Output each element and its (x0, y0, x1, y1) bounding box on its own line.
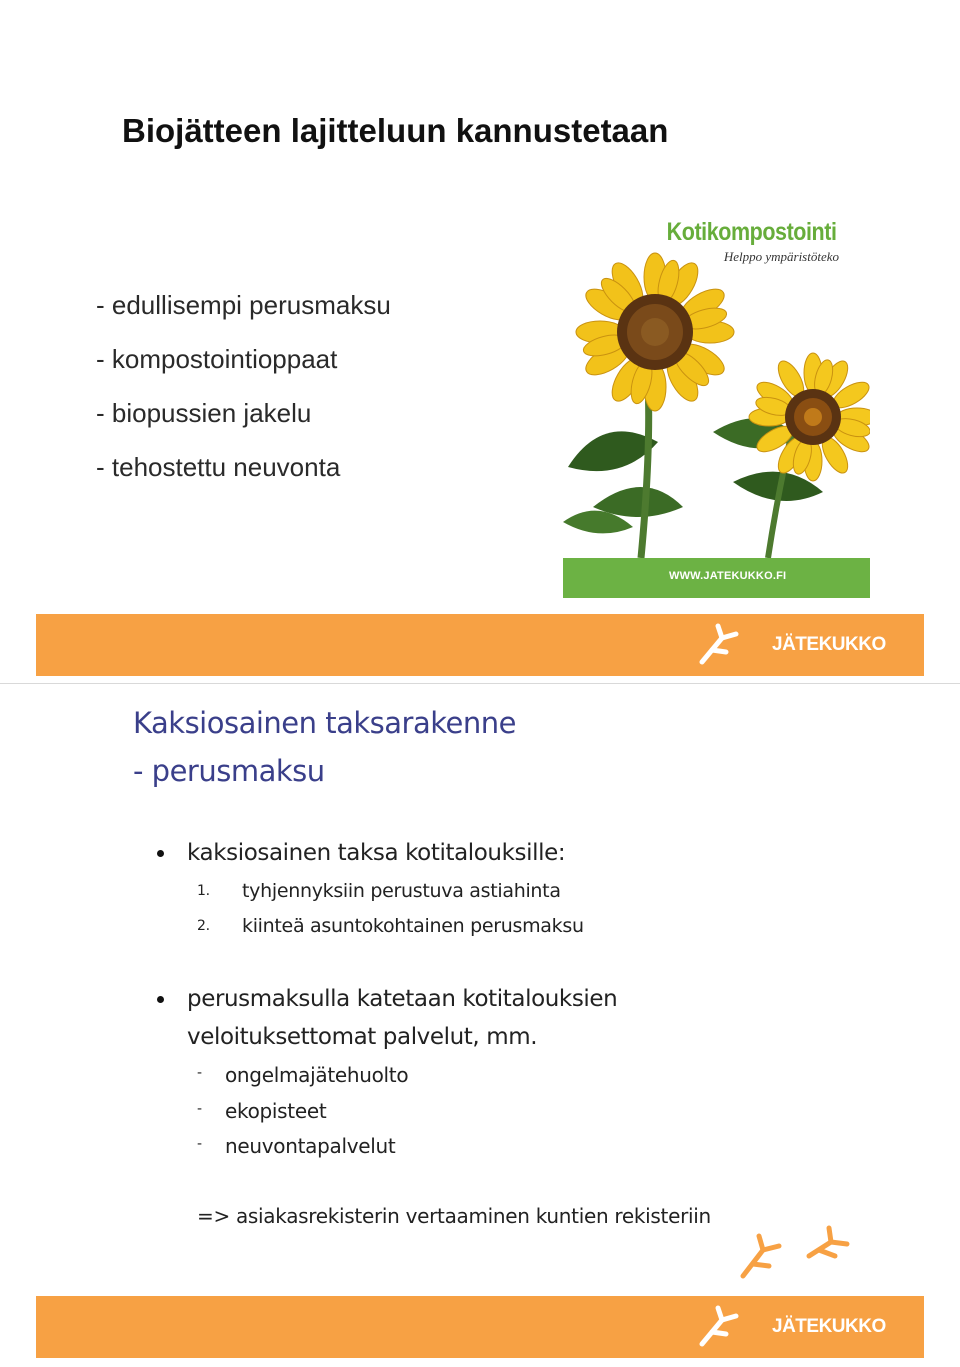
jatekukko-logo: JÄTEKUKKO (772, 634, 886, 655)
list-item: - biopussien jakelu (96, 398, 312, 428)
bird-tracks-icon (735, 1224, 865, 1284)
footer-band (36, 614, 924, 676)
slide-2 (0, 684, 960, 1367)
slide-1 (0, 0, 960, 683)
dash-text: ekopisteet (225, 1099, 327, 1123)
list-item: - edullisempi perusmaksu (96, 290, 391, 320)
bullet-text: kaksiosainen taksa kotitalouksille: (187, 840, 566, 866)
dash-marker: - (197, 1136, 202, 1152)
cover-url: WWW.JATEKUKKO.FI (669, 570, 787, 582)
bullet-text: perusmaksulla katetaan kotitalouksien (187, 986, 618, 1012)
dash-marker: - (197, 1065, 202, 1081)
brochure-cover (563, 212, 870, 600)
jatekukko-logo: JÄTEKUKKO (772, 1316, 886, 1337)
dash-text: neuvontapalvelut (225, 1134, 396, 1158)
list-item: - kompostointioppaat (96, 344, 338, 374)
footer-band (36, 1296, 924, 1358)
cover-url-bar (563, 558, 870, 598)
cover-subtitle: Helppo ympäristöteko (723, 249, 839, 264)
item-text: tyhjennyksiin perustuva astiahinta (242, 880, 561, 902)
slide-2-title: Kaksiosainen taksarakenne (133, 706, 516, 740)
slide-1-bullet-list (96, 288, 391, 504)
bullet-dot (157, 850, 164, 857)
conclusion-text: => asiakasrekisterin vertaaminen kuntien rekisteriin (197, 1204, 711, 1228)
list-item: - tehostettu neuvonta (96, 452, 341, 482)
dash-marker: - (197, 1101, 202, 1117)
jatekukko-bird-icon (696, 1304, 746, 1350)
item-number: 1. (197, 883, 210, 899)
dash-text: ongelmajätehuolto (225, 1063, 409, 1087)
slide-1-title: Biojätteen lajitteluun kannustetaan (122, 112, 669, 149)
sunflower-illustration (563, 252, 870, 558)
item-text: kiinteä asuntokohtainen perusmaksu (242, 915, 584, 937)
bullet-dot (157, 996, 164, 1003)
jatekukko-bird-icon (696, 622, 746, 668)
bullet-text-continued: veloituksettomat palvelut, mm. (187, 1024, 538, 1050)
cover-title: Kotikompostointi (667, 218, 837, 246)
slide-2-subtitle: - perusmaksu (133, 754, 325, 788)
item-number: 2. (197, 918, 210, 934)
